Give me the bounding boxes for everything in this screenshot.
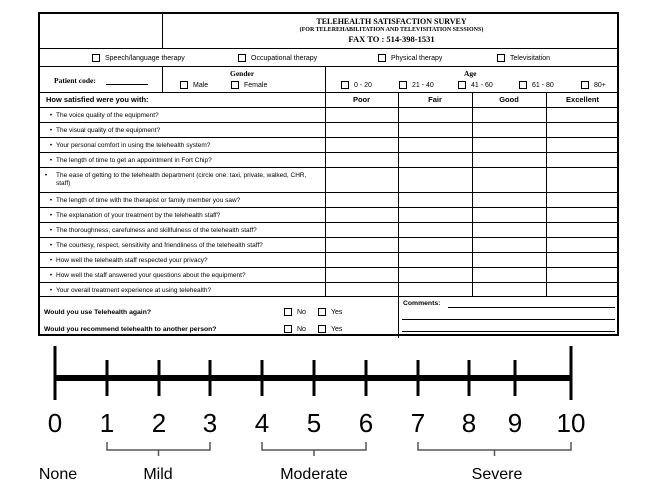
checkbox-icon[interactable] <box>458 81 466 89</box>
rating-header-fair: Fair <box>428 95 442 104</box>
question-row: • The thoroughness, carefulness and skillfulness of the telehealth staff? <box>49 227 257 234</box>
scale-number-label: 2 <box>151 408 167 438</box>
checkbox-icon[interactable] <box>284 308 292 316</box>
severity-group-bracket <box>107 442 210 456</box>
question-row: • Your personal comfort in using the telehealth system? <box>49 142 211 149</box>
comments-label: Comments: <box>403 300 441 307</box>
checkbox-icon[interactable] <box>581 81 589 89</box>
survey-subtitle: (FOR TELEREHABILITATION AND TELEVISITATION SESSIONS) <box>299 27 484 33</box>
comments-line[interactable] <box>402 319 615 320</box>
rating-header-excellent: Excellent <box>566 95 599 104</box>
question-row: • The courtesy, respect, sensitivity and friendliness of the telehealth staff? <box>49 242 263 249</box>
scale-number-label: 9 <box>507 408 523 438</box>
service-option-physical-therapy[interactable]: Physical therapy <box>378 54 442 64</box>
checkbox-icon[interactable] <box>92 54 100 62</box>
scale-number-label: 8 <box>461 408 477 438</box>
severity-group-bracket <box>262 442 366 456</box>
checkbox-icon[interactable] <box>238 54 246 62</box>
use-again-no[interactable]: No <box>284 308 306 318</box>
checkbox-icon[interactable] <box>318 325 326 333</box>
rating-header-poor: Poor <box>352 95 371 104</box>
question-row: • How well the telehealth staff respected your privacy? <box>49 257 208 264</box>
severity-scale <box>0 340 666 488</box>
scale-number-label: 10 <box>556 408 586 438</box>
recommend-no[interactable]: No <box>284 325 306 335</box>
question-header: How satisfied were you with: <box>46 95 149 104</box>
service-option-speech-therapy[interactable]: Speech/language therapy <box>92 54 185 64</box>
severity-group-bracket <box>418 442 571 456</box>
survey-header <box>164 16 619 48</box>
question-row: • The visual quality of the equipment? <box>49 127 161 134</box>
patient-code-label: Patient code: <box>54 76 96 85</box>
scale-number-label: 4 <box>254 408 270 438</box>
checkbox-icon[interactable] <box>231 81 239 89</box>
question-row: • The explanation of your treatment by the telehealth staff? <box>49 212 221 219</box>
checkbox-icon[interactable] <box>318 308 326 316</box>
use-again-question: Would you use Telehealth again? <box>44 309 152 316</box>
recommend-yes[interactable]: Yes <box>318 325 342 335</box>
checkbox-icon[interactable] <box>497 54 505 62</box>
age-option-61-80[interactable]: 61 - 80 <box>519 81 554 91</box>
telehealth-satisfaction-survey-form <box>38 12 619 336</box>
recommend-question: Would you recommend telehealth to another person? <box>44 326 217 333</box>
checkbox-icon[interactable] <box>519 81 527 89</box>
checkbox-icon[interactable] <box>180 81 188 89</box>
gender-option-male[interactable]: Male <box>180 81 208 91</box>
survey-title: TELEHEALTH SATISFACTION SURVEY <box>316 17 467 26</box>
question-row: • How well the staff answered your questions about the equipment? <box>49 272 246 279</box>
checkbox-icon[interactable] <box>341 81 349 89</box>
age-option-21-40[interactable]: 21 - 40 <box>399 81 434 91</box>
severity-label-severe: Severe <box>471 466 523 483</box>
severity-label-mild: Mild <box>143 466 173 483</box>
question-row: • Your overall treatment experience at using telehealth? <box>49 287 212 294</box>
fax-number: FAX TO : 514-398-1531 <box>348 34 435 44</box>
scale-number-label: 3 <box>202 408 218 438</box>
patient-code-field[interactable] <box>106 84 148 85</box>
scale-number-label: 5 <box>306 408 322 438</box>
age-label: Age <box>464 69 477 78</box>
checkbox-icon[interactable] <box>378 54 386 62</box>
question-row: • The length of time to get an appointment in Fort Chip? <box>49 157 212 164</box>
severity-label-none: None <box>38 466 78 483</box>
age-option-80-plus[interactable]: 80+ <box>581 81 606 91</box>
question-row: • The voice quality of the equipment? <box>49 112 159 119</box>
scale-number-label: 1 <box>99 408 115 438</box>
comments-line[interactable] <box>448 307 615 308</box>
use-again-yes[interactable]: Yes <box>318 308 342 318</box>
gender-label: Gender <box>230 69 255 78</box>
service-option-televisitation[interactable]: Televisitation <box>497 54 550 64</box>
gender-option-female[interactable]: Female <box>231 81 267 91</box>
checkbox-icon[interactable] <box>399 81 407 89</box>
age-option-41-60[interactable]: 41 - 60 <box>458 81 493 91</box>
question-row: • The length of time with the therapist or family member you saw? <box>49 197 241 204</box>
severity-label-moderate: Moderate <box>280 466 348 483</box>
scale-number-label: 7 <box>410 408 426 438</box>
scale-number-label: 6 <box>358 408 374 438</box>
age-option-0-20[interactable]: 0 - 20 <box>341 81 372 91</box>
rating-header-good: Good <box>499 95 519 104</box>
scale-number-label: 0 <box>47 408 63 438</box>
service-option-occupational-therapy[interactable]: Occupational therapy <box>238 54 317 64</box>
question-row: • The ease of getting to the telehealth department (circle one: taxi, private, walked, CHR, staff) <box>44 172 307 187</box>
comments-line[interactable] <box>402 331 615 332</box>
checkbox-icon[interactable] <box>284 325 292 333</box>
